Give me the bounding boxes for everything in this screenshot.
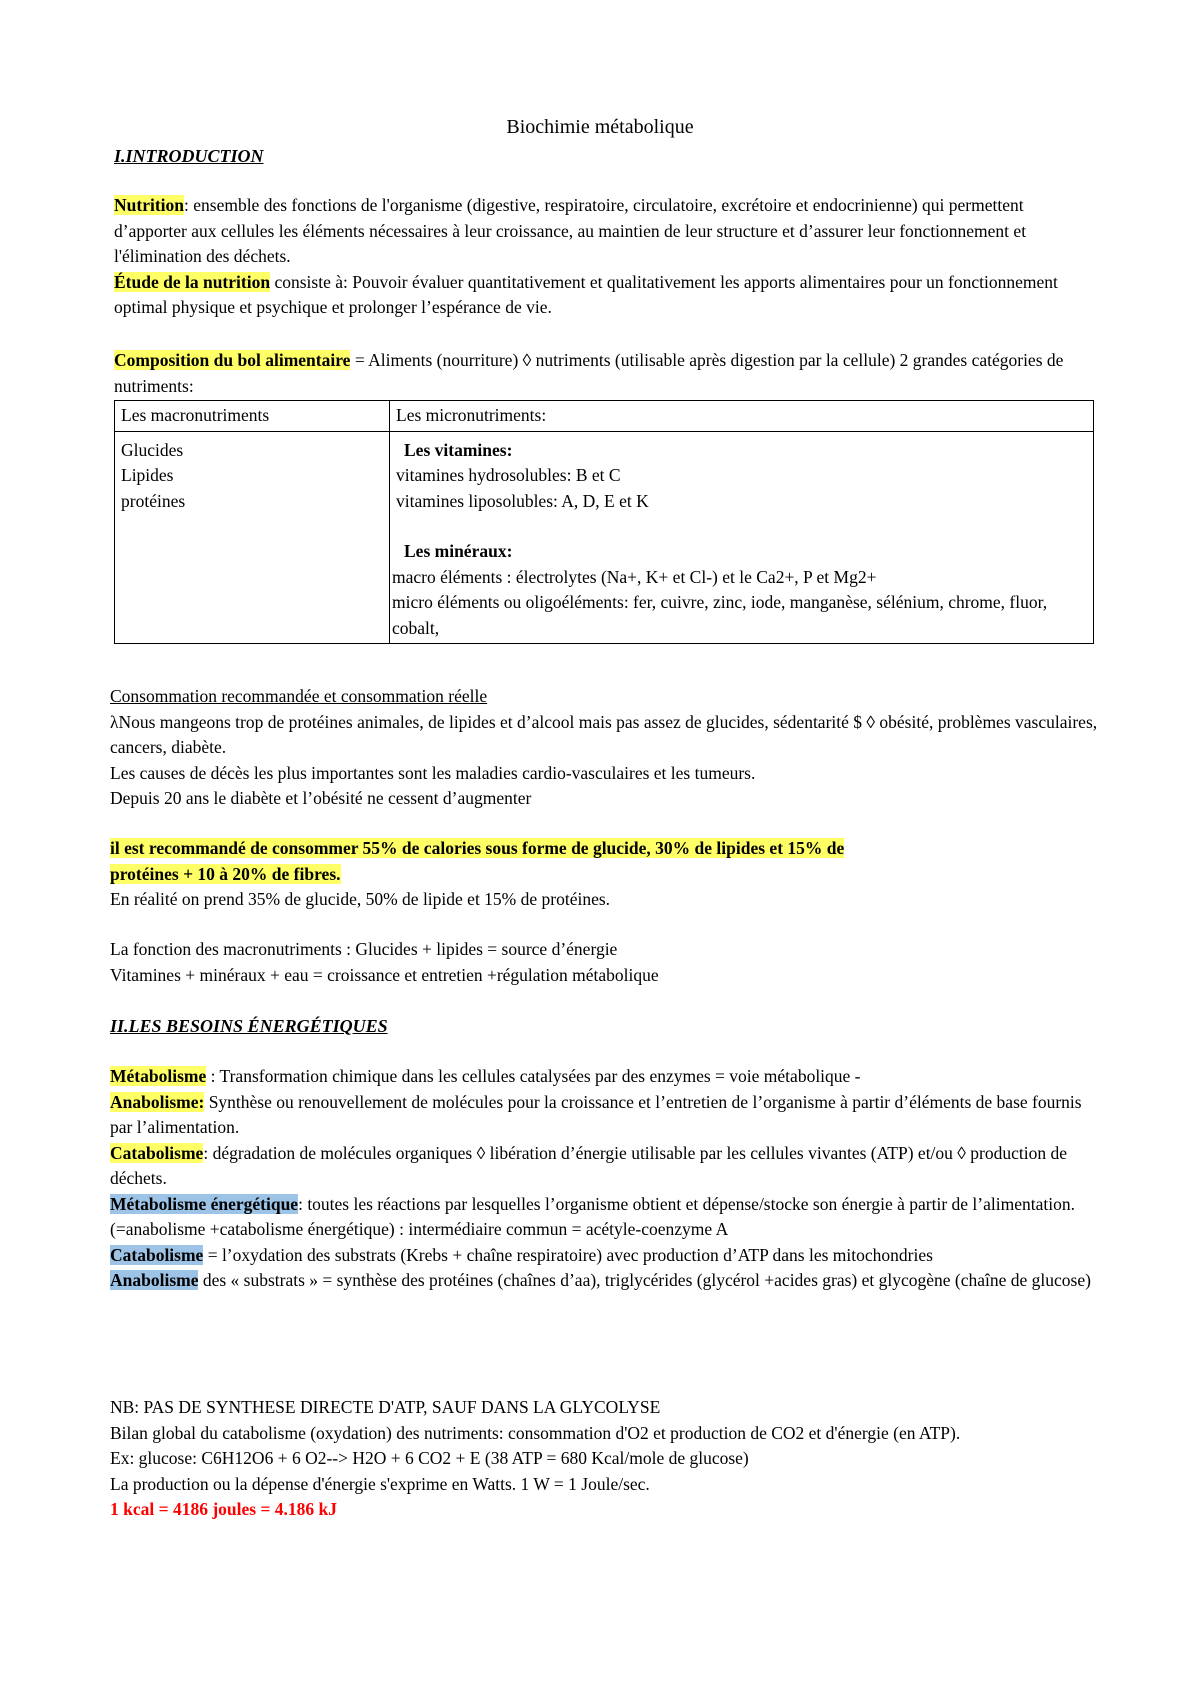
macro-item: Lipides xyxy=(121,465,174,485)
table-header-row xyxy=(115,401,1094,432)
fonction-line-2: Vitamines + minéraux + eau = croissance et entretien +régulation métabolique xyxy=(110,964,659,985)
vitamin-item: vitamines hydrosolubles: B et C xyxy=(396,465,621,485)
definition-catabolisme-2: = l’oxydation des substrats (Krebs + chaîne respiratoire) avec production d’ATP dans les mitochondries xyxy=(203,1244,933,1265)
table-header-micro: Les micronutriments: xyxy=(390,401,1094,432)
recommendation-line-1: il est recommandé de consommer 55% de calories sous forme de glucide, 30% de lipides et 15% de xyxy=(110,838,845,858)
reality-line: En réalité on prend 35% de glucide, 50% de lipide et 15% de protéines. xyxy=(110,889,611,909)
mineral-item: micro éléments ou oligoéléments: fer, cuivre, zinc, iode, manganèse, sélénium, chrome, fluor, cobalt, xyxy=(392,592,1048,638)
term-etude-nutrition: Étude de la nutrition xyxy=(114,271,271,292)
term-metabolisme: Métabolisme xyxy=(110,1066,207,1086)
table-header-macro: Les macronutriments xyxy=(115,401,390,432)
composition-paragraph xyxy=(114,348,1094,399)
kcal-conversion-line: 1 kcal = 4186 joules = 4.186 kJ xyxy=(110,1499,338,1519)
definition-nutrition: : ensemble des fonctions de l'organisme (digestive, respiratoire, circulatoire, excrétoire et endocrinienne) qui permettent d’apporter aux cellules les éléments nécessaires à leur croissance, au maintien de leur structure et d’assurer leur fonctionnement et l'élimination des déchets. xyxy=(114,195,1027,266)
definition-anabolisme: Synthèse ou renouvellement de molécules pour la croissance et l’entretien de l’organisme à partir d’éléments de base fournis par l’alimentation. xyxy=(110,1091,1082,1137)
definition-metabolisme-energetique: : toutes les réactions par lesquelles l’organisme obtient et dépense/stocke son énergie à partir de l’alimentation. (=anabolisme +catabolisme énergétique) : intermédiaire commun = acétyle-coenzyme A xyxy=(110,1193,1075,1239)
nutrition-paragraph xyxy=(114,193,1094,321)
section-heading-besoins: II.LES BESOINS ÉNERGÉTIQUES xyxy=(110,1016,388,1036)
consommation-line: Depuis 20 ans le diabète et l’obésité ne cessent d’augmenter xyxy=(110,788,532,808)
definition-etude-nutrition: consiste à: Pouvoir évaluer quantitativement et qualitativement les apports alimentaires pour un fonctionnement optimal physique et psychique et prolonger l’espérance de vie. xyxy=(114,271,1058,317)
recommendation-line-2: protéines + 10 à 20% de fibres. xyxy=(110,863,341,884)
section-heading-introduction: I.INTRODUCTION xyxy=(114,146,264,166)
consommation-line: λNous mangeons trop de protéines animales, de lipides et d’alcool mais pas assez de glucides, sédentarité $ ◊ obésité, problèmes vasculaires, cancers, diabète. xyxy=(110,711,1098,757)
term-anabolisme-2: Anabolisme xyxy=(110,1270,199,1290)
term-catabolisme: Catabolisme xyxy=(110,1142,204,1163)
besoins-section xyxy=(110,1064,1100,1294)
term-catabolisme-2: Catabolisme xyxy=(110,1244,204,1265)
bilan-line: Bilan global du catabolisme (oxydation) des nutriments: consommation d'O2 et production de CO2 et d'énergie (en ATP). xyxy=(110,1422,961,1443)
term-anabolisme: Anabolisme: xyxy=(110,1091,205,1112)
vitamins-title: Les vitamines: xyxy=(404,439,513,460)
example-equation-line: Ex: glucose: C6H12O6 + 6 O2--> H2O + 6 CO2 + E (38 ATP = 680 Kcal/mole de glucose) xyxy=(110,1448,749,1468)
vitamin-item: vitamines liposolubles: A, D, E et K xyxy=(396,490,649,511)
nutrients-table xyxy=(114,400,1094,644)
definition-catabolisme: : dégradation de molécules organiques ◊ libération d’énergie utilisable par les cellules vivantes (ATP) et/ou ◊ production de déchets. xyxy=(110,1142,1068,1188)
bilan-section xyxy=(110,1395,1100,1523)
macro-item: protéines xyxy=(121,490,186,511)
document-title: Biochimie métabolique xyxy=(506,116,694,138)
definition-composition: = Aliments (nourriture) ◊ nutriments (utilisable après digestion par la cellule) 2 grandes catégories de nutriments: xyxy=(114,350,1064,396)
watts-line: La production ou la dépense d'énergie s'exprime en Watts. 1 W = 1 Joule/sec. xyxy=(110,1473,650,1494)
minerals-title: Les minéraux: xyxy=(404,541,513,561)
recommendation-paragraph xyxy=(110,836,1100,913)
definition-metabolisme: : Transformation chimique dans les cellules catalysées par des enzymes = voie métabolique - xyxy=(206,1066,861,1086)
nb-line: NB: PAS DE SYNTHESE DIRECTE D'ATP, SAUF DANS LA GLYCOLYSE xyxy=(110,1397,661,1417)
consommation-section xyxy=(110,684,1100,812)
micro-cell xyxy=(390,431,1094,644)
fonction-paragraph xyxy=(110,937,1100,988)
term-metabolisme-energetique: Métabolisme énergétique xyxy=(110,1193,299,1214)
macro-cell xyxy=(115,431,390,644)
fonction-line-1: La fonction des macronutriments : Glucides + lipides = source d’énergie xyxy=(110,939,618,959)
macro-item: Glucides xyxy=(121,439,184,460)
definition-anabolisme-2: des « substrats » = synthèse des protéines (chaînes d’aa), triglycérides (glycérol +acides gras) et glycogène (chaîne de glucose) xyxy=(198,1270,1091,1290)
consommation-heading: Consommation recommandée et consommation réelle xyxy=(110,686,488,706)
term-composition: Composition du bol alimentaire xyxy=(114,350,351,370)
term-nutrition: Nutrition xyxy=(114,195,184,215)
consommation-line: Les causes de décès les plus importantes sont les maladies cardio-vasculaires et les tumeurs. xyxy=(110,762,756,783)
table-body-row xyxy=(115,431,1094,644)
mineral-item: macro éléments : électrolytes (Na+, K+ et Cl-) et le Ca2+, P et Mg2+ xyxy=(392,566,877,587)
